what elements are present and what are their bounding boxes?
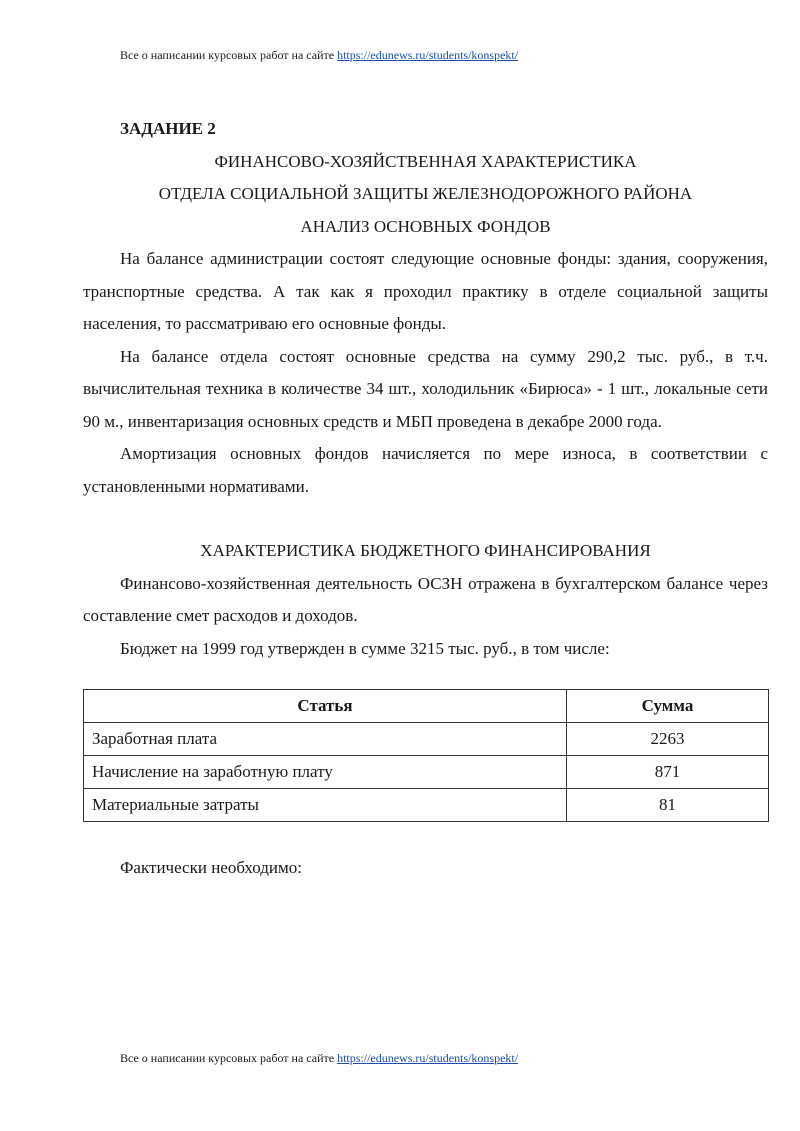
section2-paragraph-2: Бюджет на 1999 год утвержден в сумме 3215 тыс. руб., в том числе: bbox=[120, 638, 610, 658]
row-amount: 2263 bbox=[567, 723, 769, 756]
budget-table bbox=[83, 689, 769, 822]
footer-text: Все о написании курсовых работ на сайте bbox=[120, 1051, 335, 1065]
paragraph-3: Амортизация основных фондов начисляется по мере износа, в соответствии с установленными нормативами. bbox=[83, 444, 768, 496]
row-amount: 871 bbox=[567, 756, 769, 789]
paragraph-1: На балансе администрации состоят следующие основные фонды: здания, сооружения, транспортные средства. А так как я проходил практику в отделе социальной защиты населения, то рассматриваю его основные фонды. bbox=[83, 249, 768, 333]
title-line-2: ОТДЕЛА СОЦИАЛЬНОЙ ЗАЩИТЫ ЖЕЛЕЗНОДОРОЖНОГО РАЙОНА bbox=[158, 184, 693, 203]
footer-link[interactable]: https://edunews.ru/students/konspekt/ bbox=[337, 1051, 519, 1065]
row-article: Материальные затраты bbox=[84, 789, 567, 822]
section-gap bbox=[83, 503, 768, 535]
table-row bbox=[84, 756, 769, 789]
header-amount: Сумма bbox=[567, 690, 769, 723]
row-amount: 81 bbox=[567, 789, 769, 822]
table-header-row bbox=[84, 690, 769, 723]
title-line-1: ФИНАНСОВО-ХОЗЯЙСТВЕННАЯ ХАРАКТЕРИСТИКА bbox=[214, 151, 637, 171]
section2-paragraph-1: Финансово-хозяйственная деятельность ОСЗН отражена в бухгалтерском балансе через составление смет расходов и доходов. bbox=[83, 573, 768, 625]
page-footer bbox=[120, 1051, 518, 1066]
row-article: Начисление на заработную плату bbox=[84, 756, 567, 789]
header-article: Статья bbox=[84, 690, 567, 723]
after-table-text: Фактически необходимо: bbox=[120, 858, 302, 877]
task-title: ЗАДАНИЕ 2 bbox=[120, 119, 216, 138]
section2-title: ХАРАКТЕРИСТИКА БЮДЖЕТНОГО ФИНАНСИРОВАНИЯ bbox=[200, 541, 651, 560]
paragraph-2: На балансе отдела состоят основные средства на сумму 290,2 тыс. руб., в т.ч. вычислительная техника в количестве 34 шт., холодильник «Бирюса» - 1 шт., локальные сети 90 м., инвентаризация основных средств и МБП проведена в декабре 2000 года. bbox=[83, 346, 768, 431]
table-row bbox=[84, 723, 769, 756]
document-body bbox=[83, 113, 768, 885]
table-row bbox=[84, 789, 769, 822]
row-article: Заработная плата bbox=[84, 723, 567, 756]
header-text: Все о написании курсовых работ на сайте bbox=[120, 48, 335, 62]
header-link[interactable]: https://edunews.ru/students/konspekt/ bbox=[337, 48, 519, 62]
title-line-3: АНАЛИЗ ОСНОВНЫХ ФОНДОВ bbox=[300, 216, 551, 236]
page-header bbox=[120, 48, 518, 63]
